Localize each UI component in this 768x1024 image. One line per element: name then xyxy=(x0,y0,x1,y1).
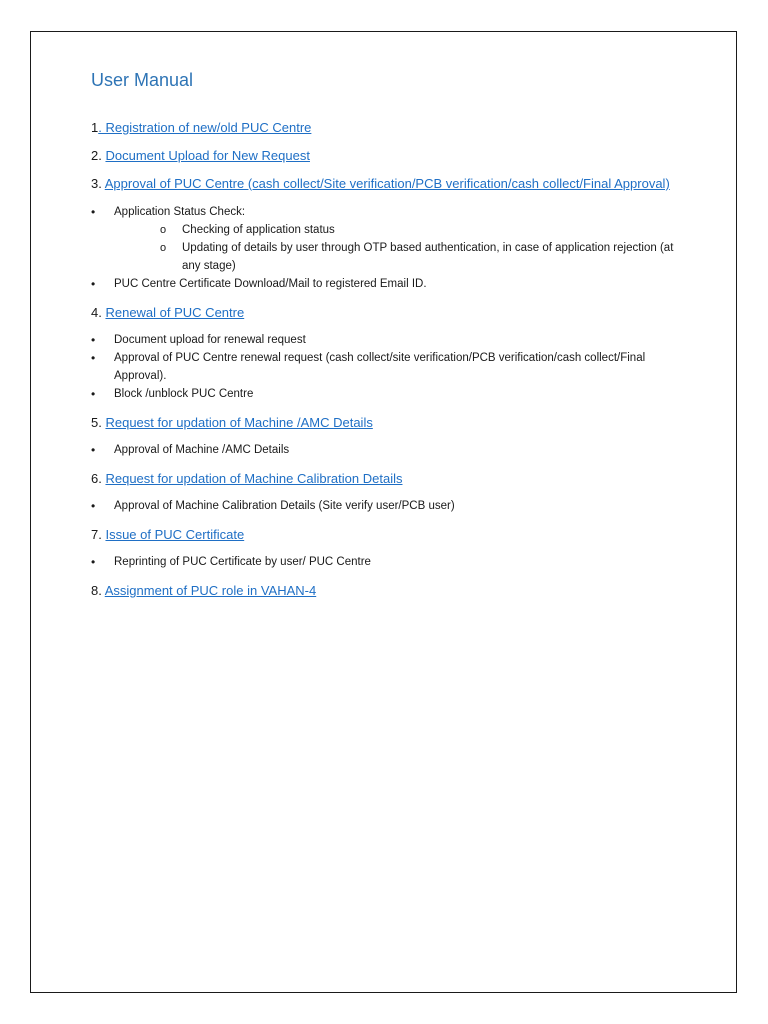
section-link-renewal[interactable]: Renewal of PUC Centre xyxy=(105,305,245,320)
section-5-list xyxy=(91,441,691,459)
section-number: 5. xyxy=(91,415,106,430)
sub-list-item: o Checking of application status xyxy=(114,221,691,239)
section-7-heading xyxy=(91,525,691,544)
list-item: • Reprinting of PUC Certificate by user/ PUC Centre xyxy=(91,553,691,571)
sub-list xyxy=(114,221,691,275)
section-link-document-upload[interactable]: Document Upload for New Request xyxy=(105,148,310,163)
section-6-list xyxy=(91,497,691,515)
section-number: 6. xyxy=(91,471,106,486)
section-link-approval[interactable]: Approval of PUC Centre (cash collect/Site verification/PCB verification/cash collect/Final Approval) xyxy=(104,176,670,191)
section-4-list xyxy=(91,331,691,403)
section-5-heading xyxy=(91,413,691,432)
section-8-heading xyxy=(91,581,691,600)
document-page xyxy=(30,31,737,993)
section-number: 1 xyxy=(91,120,99,135)
section-number: 4. xyxy=(91,305,106,320)
section-link-puc-role[interactable]: Assignment of PUC role in VAHAN-4 xyxy=(104,583,317,598)
section-number: 3. xyxy=(91,176,105,191)
section-3-heading xyxy=(91,174,691,193)
section-3-list xyxy=(91,203,691,293)
sub-list-item: o Updating of details by user through OTP based authentication, in case of application rejection (at any stage) xyxy=(114,239,691,275)
section-number: 7. xyxy=(91,527,106,542)
section-number: 8. xyxy=(91,583,105,598)
list-item: • Approval of PUC Centre renewal request (cash collect/site verification/PCB verification/cash collect/Final Approval). xyxy=(91,349,691,385)
list-item: • Document upload for renewal request xyxy=(91,331,691,349)
list-item: • Block /unblock PUC Centre xyxy=(91,385,691,403)
section-link-issue-certificate[interactable]: Issue of PUC Certificate xyxy=(105,527,245,542)
section-link-registration[interactable]: . Registration of new/old PUC Centre xyxy=(98,120,312,135)
list-item: • Approval of Machine /AMC Details xyxy=(91,441,691,459)
section-4-heading xyxy=(91,303,691,322)
section-link-machine-calibration[interactable]: Request for updation of Machine Calibration Details xyxy=(105,471,403,486)
list-item: • PUC Centre Certificate Download/Mail to registered Email ID. xyxy=(91,275,691,293)
section-link-machine-amc[interactable]: Request for updation of Machine /AMC Details xyxy=(105,415,373,430)
document-content xyxy=(91,68,691,609)
list-item: • Approval of Machine Calibration Details (Site verify user/PCB user) xyxy=(91,497,691,515)
section-6-heading xyxy=(91,469,691,488)
page-title: User Manual xyxy=(91,70,194,90)
section-1-heading xyxy=(91,118,691,137)
section-2-heading xyxy=(91,146,691,165)
section-number: 2. xyxy=(91,148,106,163)
section-7-list xyxy=(91,553,691,571)
list-item-text: Application Status Check: xyxy=(114,206,246,218)
list-item xyxy=(91,203,691,275)
